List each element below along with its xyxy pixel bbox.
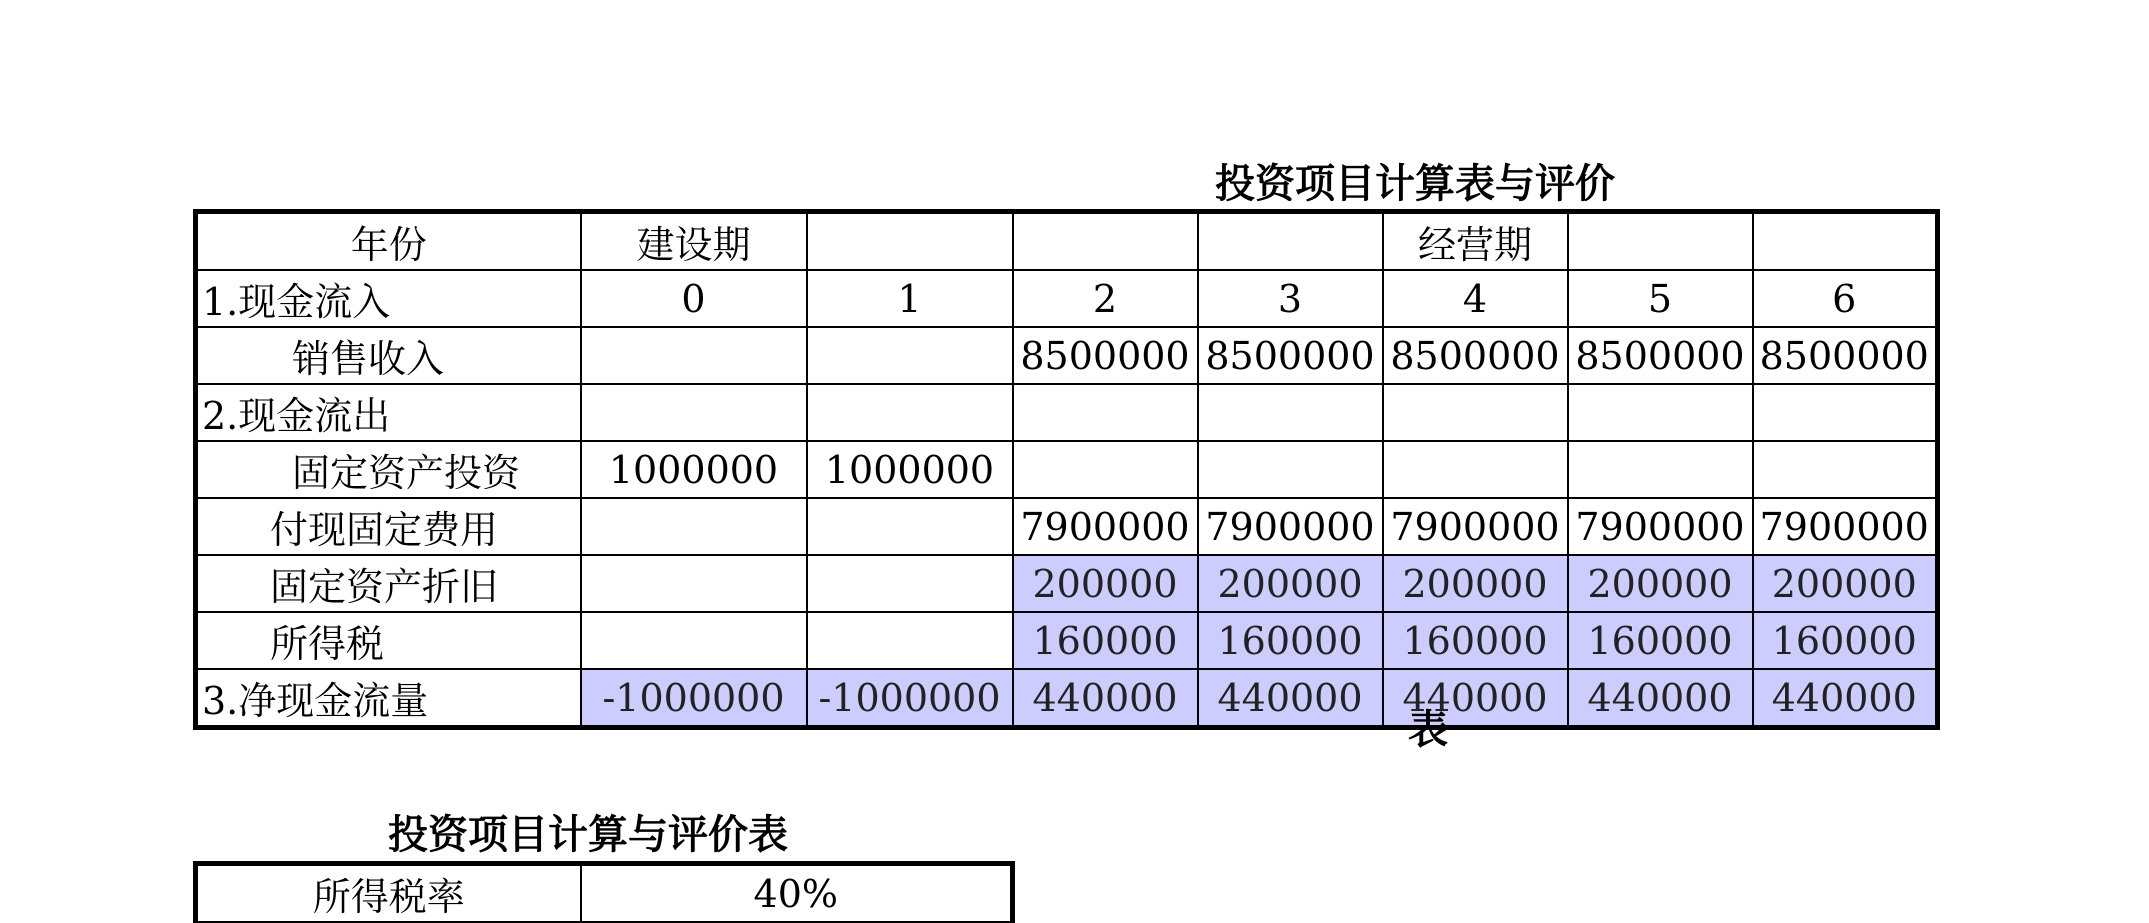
cell-value[interactable] [1568, 441, 1753, 498]
table-note: 表 [1408, 706, 1448, 753]
cell-value[interactable]: 7900000 [1568, 498, 1753, 555]
cell-value[interactable]: 440000 [1383, 669, 1568, 728]
cell-value[interactable] [581, 612, 807, 669]
cell-value[interactable] [581, 384, 807, 441]
cell-value[interactable]: 160000 [1013, 612, 1198, 669]
cell-empty[interactable] [1753, 212, 1938, 271]
cell-value[interactable] [807, 555, 1013, 612]
cell-value[interactable]: 1000000 [807, 441, 1013, 498]
cell-value[interactable] [807, 612, 1013, 669]
cell-value[interactable]: 200000 [1383, 555, 1568, 612]
cell-value[interactable] [1753, 441, 1938, 498]
cell-value[interactable] [581, 498, 807, 555]
cell-value[interactable]: 440000 [1568, 669, 1753, 728]
table-row-income-tax [196, 612, 1938, 669]
cell-value[interactable] [1753, 384, 1938, 441]
cell-year[interactable]: 1 [807, 270, 1013, 327]
cell-empty[interactable] [1198, 212, 1383, 271]
cell-empty[interactable] [1013, 212, 1198, 271]
table-row-fixed-asset-investment [196, 441, 1938, 498]
cell-value[interactable]: 200000 [1198, 555, 1383, 612]
row-label[interactable]: 销售收入 [196, 327, 581, 384]
cell-value[interactable]: 8500000 [1383, 327, 1568, 384]
row-label[interactable]: 付现固定费用 [196, 498, 581, 555]
cell-value[interactable]: 8500000 [1568, 327, 1753, 384]
row-label[interactable]: 固定资产投资 [196, 441, 581, 498]
cell-value[interactable]: 7900000 [1753, 498, 1938, 555]
cell-value[interactable]: 440000 [1753, 669, 1938, 728]
row-label[interactable]: 3.净现金流量 [196, 669, 581, 728]
tax-rate-label[interactable]: 所得税率 [196, 864, 581, 923]
cell-value[interactable]: 200000 [1753, 555, 1938, 612]
cell-value[interactable] [1198, 384, 1383, 441]
cell-value[interactable]: 8500000 [1753, 327, 1938, 384]
cell-value[interactable]: 1000000 [581, 441, 807, 498]
row-label[interactable]: 所得税 [196, 612, 581, 669]
cell-value[interactable]: 200000 [1013, 555, 1198, 612]
cell-empty[interactable] [807, 212, 1013, 271]
cell-value[interactable]: 160000 [1753, 612, 1938, 669]
cell-year[interactable]: 5 [1568, 270, 1753, 327]
cell-value[interactable]: 160000 [1568, 612, 1753, 669]
cell-value[interactable] [807, 327, 1013, 384]
tax-rate-table [193, 861, 1015, 923]
table-row-sales-revenue [196, 327, 1938, 384]
cell-year[interactable]: 2 [1013, 270, 1198, 327]
cell-value[interactable]: 440000 [1198, 669, 1383, 728]
cell-year[interactable]: 4 [1383, 270, 1568, 327]
cell-value[interactable]: 200000 [1568, 555, 1753, 612]
cell-value[interactable] [1013, 384, 1198, 441]
table-row-header [196, 212, 1938, 271]
cash-flow-table [193, 209, 1940, 730]
table-row-cash-fixed-cost [196, 498, 1938, 555]
table-row-net-cash-flow [196, 669, 1938, 728]
cell-value[interactable]: 440000 [1013, 669, 1198, 728]
row-label[interactable]: 1.现金流入 [196, 270, 581, 327]
cell-value[interactable]: 160000 [1198, 612, 1383, 669]
cell-value[interactable]: 7900000 [1383, 498, 1568, 555]
cell-value[interactable] [1198, 441, 1383, 498]
cell-value[interactable]: 8500000 [1013, 327, 1198, 384]
tax-rate-value[interactable]: 40% [581, 864, 1013, 923]
cell-value[interactable]: 8500000 [1198, 327, 1383, 384]
table-row-tax-rate [196, 864, 1013, 923]
cell-year[interactable]: 3 [1198, 270, 1383, 327]
cell-construction-period[interactable]: 建设期 [581, 212, 807, 271]
row-label[interactable]: 固定资产折旧 [196, 555, 581, 612]
table-row-depreciation [196, 555, 1938, 612]
cell-value[interactable] [1568, 384, 1753, 441]
cell-value[interactable] [1383, 384, 1568, 441]
cell-year[interactable]: 0 [581, 270, 807, 327]
cell-value[interactable] [581, 327, 807, 384]
cell-value[interactable]: -1000000 [807, 669, 1013, 728]
cell-value[interactable] [807, 384, 1013, 441]
cell-value[interactable]: 7900000 [1013, 498, 1198, 555]
cell-value[interactable] [1383, 441, 1568, 498]
table-row-cash-outflow [196, 384, 1938, 441]
cell-value[interactable] [807, 498, 1013, 555]
cell-year-label[interactable]: 年份 [196, 212, 581, 271]
cell-year[interactable]: 6 [1753, 270, 1938, 327]
cell-empty[interactable] [1568, 212, 1753, 271]
table-row-cash-inflow [196, 270, 1938, 327]
cell-value[interactable]: 160000 [1383, 612, 1568, 669]
cell-value[interactable]: 7900000 [1198, 498, 1383, 555]
cell-value[interactable] [1013, 441, 1198, 498]
cell-value[interactable]: -1000000 [581, 669, 807, 728]
cell-operation-period[interactable]: 经营期 [1383, 212, 1568, 271]
main-title: 投资项目计算表与评价 [1215, 160, 1615, 207]
row-label[interactable]: 2.现金流出 [196, 384, 581, 441]
second-title: 投资项目计算与评价表 [388, 811, 788, 858]
cell-value[interactable] [581, 555, 807, 612]
